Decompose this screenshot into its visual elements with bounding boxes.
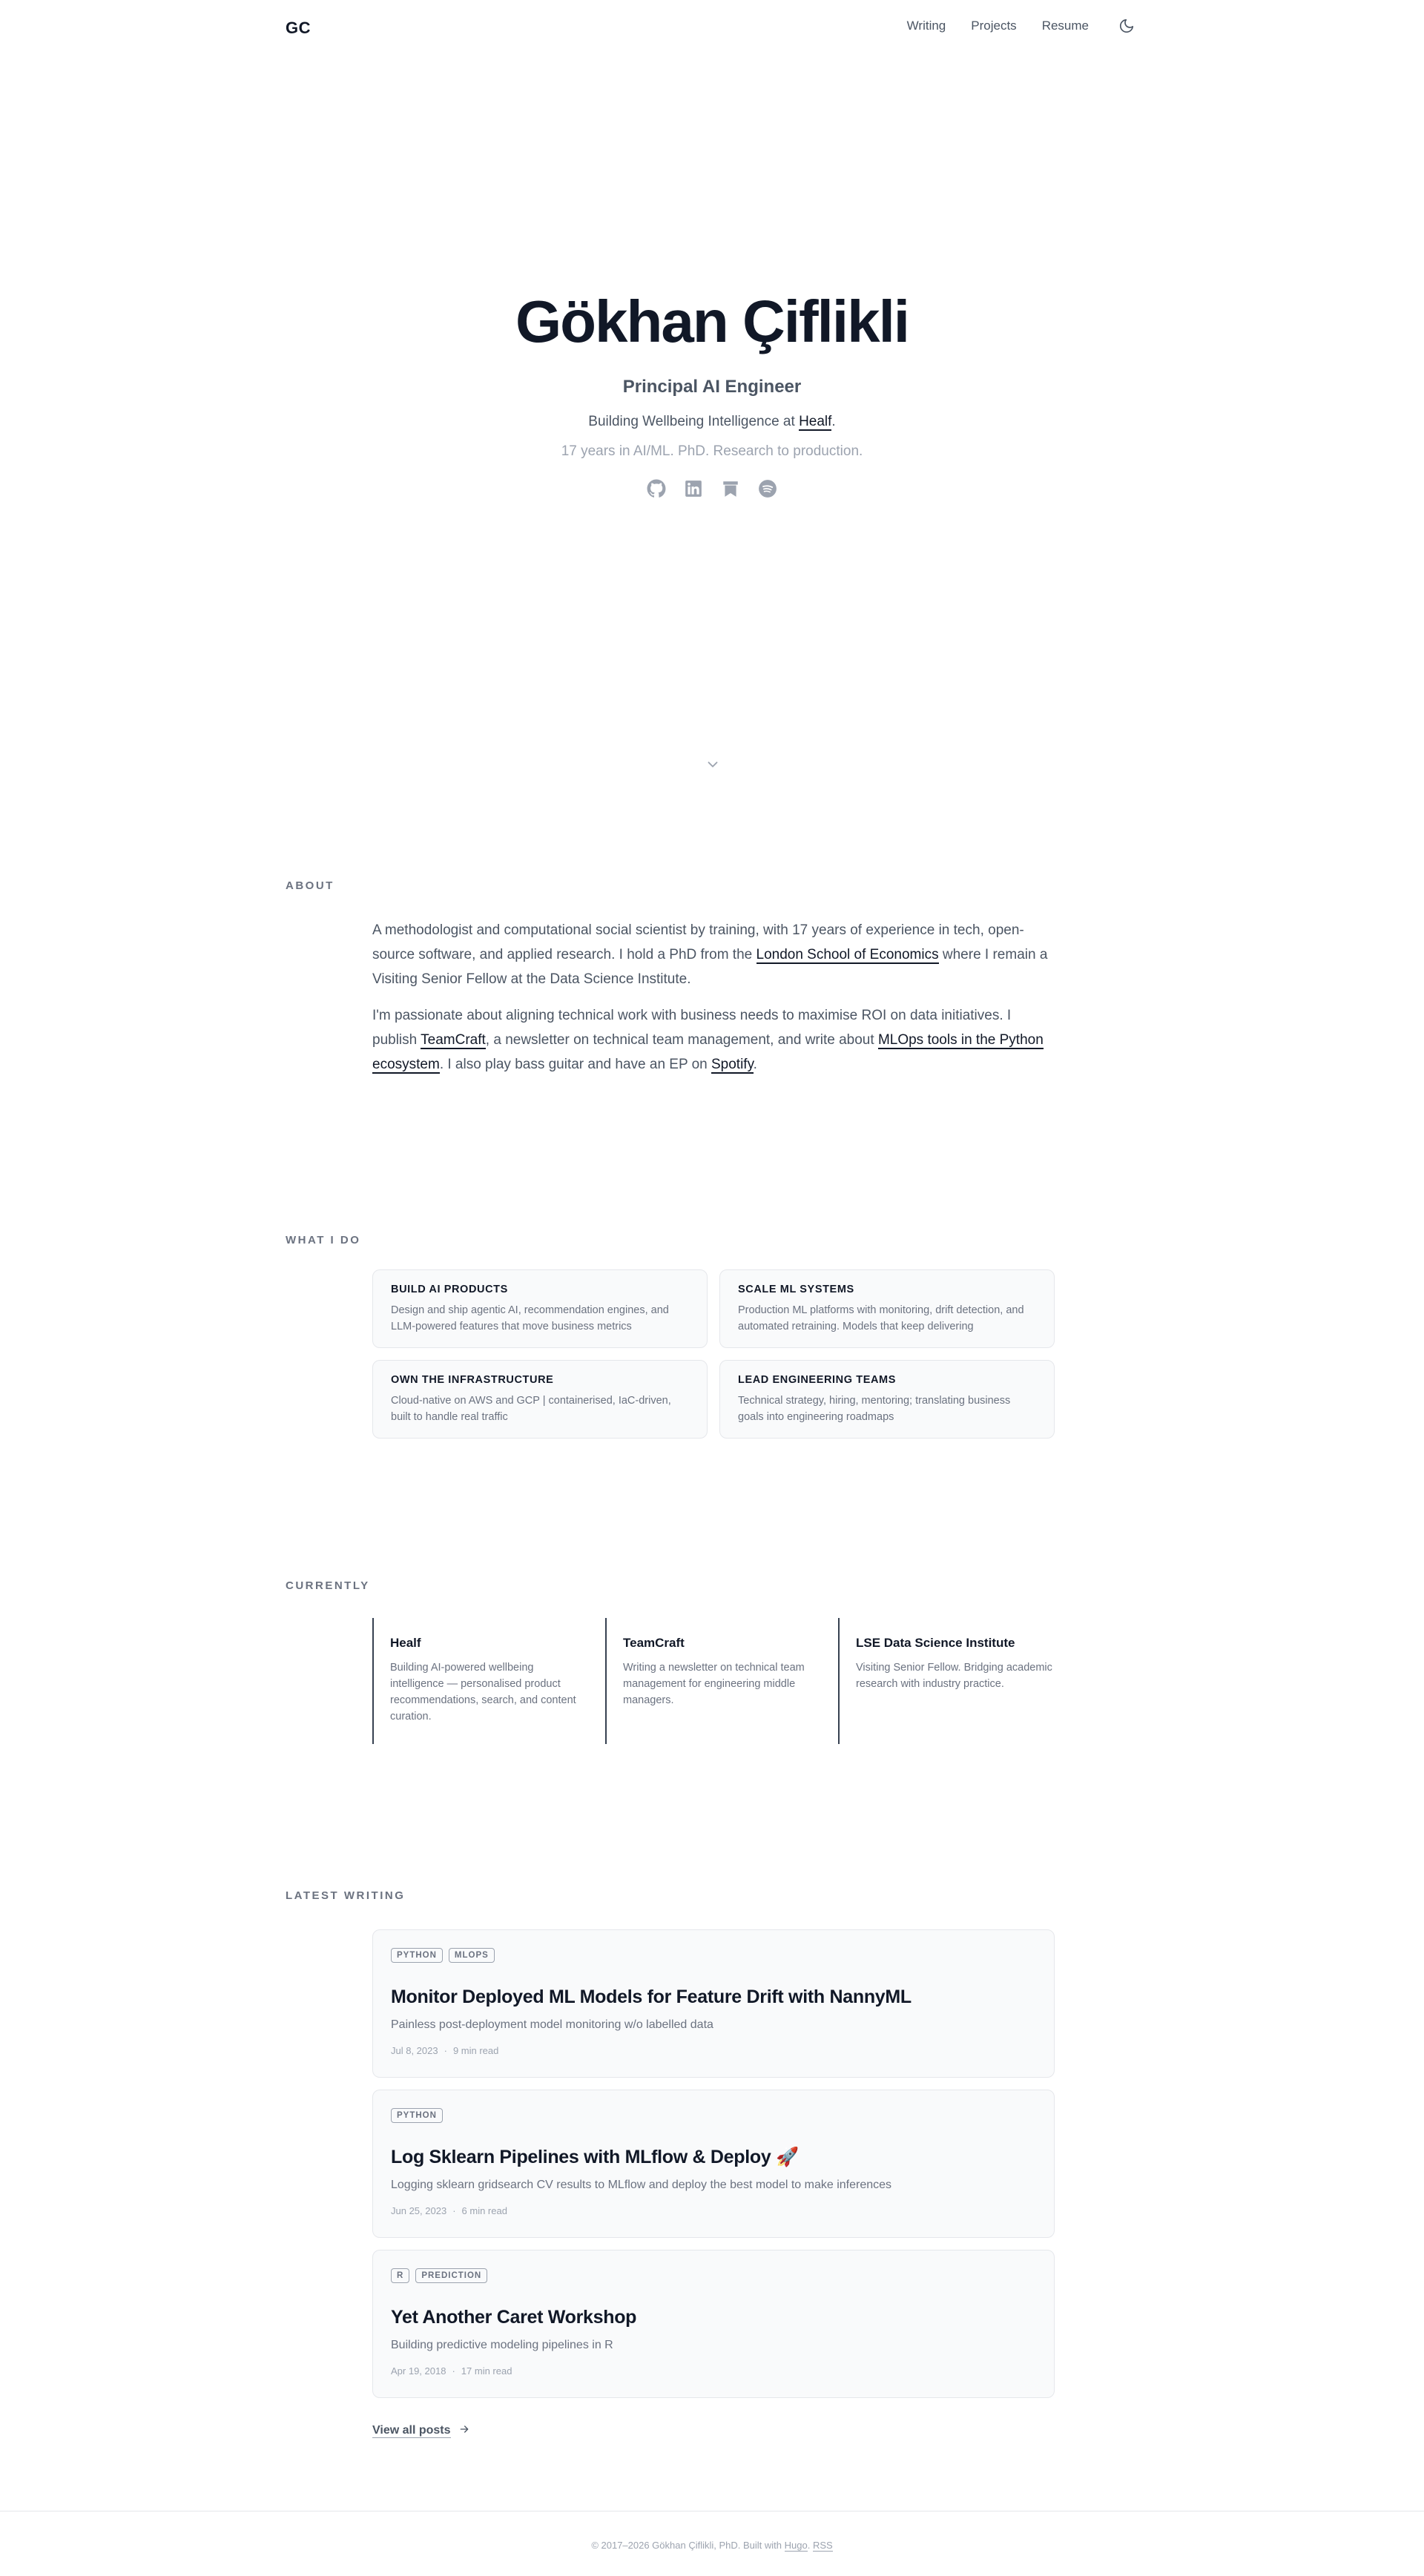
about-text: . (753, 1057, 757, 1072)
rss-link[interactable]: RSS (812, 2540, 833, 2551)
meta-separator: · (452, 2205, 456, 2216)
post-subtitle: Building predictive modeling pipelines in R (391, 2339, 613, 2351)
main-nav (907, 18, 1135, 34)
mlops-link[interactable]: MLOps tools in the Python ecosystem (372, 1032, 1044, 1072)
hero (0, 289, 1424, 498)
nav-resume[interactable]: Resume (1041, 19, 1089, 33)
linkedin-icon[interactable] (684, 479, 703, 498)
tag-chip[interactable]: PYTHON (391, 1948, 443, 1963)
site-logo[interactable]: GC (286, 19, 311, 37)
role-title: TeamCraft (623, 1636, 685, 1650)
skill-text: Technical strategy, hiring, mentoring; translating business goals into engineering roadmaps (738, 1395, 1011, 1423)
post-card[interactable] (372, 2090, 1055, 2238)
about-text: A methodologist and computational social scientist by training, with 17 years of experience in tech, open-source software, and applied research. I hold a PhD from the (372, 922, 1024, 962)
current-role (605, 1618, 838, 1744)
role-text: Building AI-powered wellbeing intelligence — personalised product recommendations, search, and content curation. (390, 1662, 576, 1723)
tag-chip[interactable]: PYTHON (391, 2108, 443, 2123)
nav-writing[interactable]: Writing (906, 19, 946, 33)
lse-link[interactable]: London School of Economics (756, 947, 939, 962)
footer-separator: . (807, 2540, 813, 2551)
post-title[interactable]: Monitor Deployed ML Models for Feature Drift with NannyML (391, 1987, 912, 2007)
site-footer (0, 2511, 1424, 2576)
github-icon[interactable] (647, 479, 666, 498)
post-date: Apr 19, 2018 (391, 2365, 446, 2377)
writing-heading: LATEST WRITING (286, 1889, 406, 1902)
skill-title: LEAD ENGINEERING TEAMS (738, 1374, 896, 1386)
post-date: Jun 25, 2023 (391, 2205, 447, 2216)
skill-card (719, 1269, 1055, 1348)
what-heading: WHAT I DO (286, 1234, 361, 1246)
about-paragraph-2 (372, 1003, 1055, 1077)
post-subtitle: Painless post-deployment model monitoring w/o labelled data (391, 2018, 713, 2031)
hugo-link[interactable]: Hugo (784, 2540, 808, 2551)
skill-card (372, 1360, 708, 1439)
tagline-end: . (831, 414, 836, 429)
current-role (372, 1618, 605, 1744)
hero-name: Gökhan Çiflikli (515, 288, 909, 354)
view-all-label: View all posts (372, 2424, 451, 2437)
role-text: Visiting Senior Fellow. Bridging academic research with industry practice. (856, 1662, 1052, 1690)
spotify-icon[interactable] (758, 479, 777, 498)
skill-card (372, 1269, 708, 1348)
spotify-link[interactable]: Spotify (711, 1057, 754, 1072)
about-text: . I also play bass guitar and have an EP on (439, 1057, 711, 1072)
about-text: where I remain a Visiting Senior Fellow at the Data Science Institute. (372, 947, 1048, 987)
current-role (838, 1618, 1071, 1744)
teamcraft-link[interactable]: TeamCraft (421, 1032, 486, 1048)
tag-chip[interactable]: MLOPS (449, 1948, 495, 1963)
copyright-text: © 2017–2026 Gökhan Çiflikli, PhD. Built with (591, 2540, 785, 2551)
chevron-down-icon[interactable] (705, 756, 721, 773)
post-card[interactable] (372, 1929, 1055, 2078)
post-title[interactable]: Log Sklearn Pipelines with MLflow & Deploy 🚀 (391, 2147, 799, 2167)
currently-section (372, 1618, 1055, 1744)
post-read-time: 6 min read (461, 2205, 507, 2216)
about-text: I'm passionate about aligning technical work with business needs to maximise ROI on data initiatives. I publish (372, 1008, 1012, 1048)
post-title[interactable]: Yet Another Caret Workshop (391, 2307, 637, 2328)
post-meta (391, 2365, 1036, 2377)
post-read-time: 17 min read (461, 2365, 512, 2377)
what-section (372, 1269, 1055, 1439)
arrow-right-icon (458, 2423, 470, 2439)
skill-text: Cloud-native on AWS and GCP | containerised, IaC-driven, built to handle real traffic (391, 1395, 671, 1423)
social-links (0, 479, 1424, 498)
tag-chip[interactable]: PREDICTION (415, 2268, 487, 2283)
skill-text: Production ML platforms with monitoring, drift detection, and automated retraining. Models that keep delivering (738, 1304, 1024, 1332)
hero-tagline (0, 414, 1424, 430)
post-subtitle: Logging sklearn gridsearch CV results to MLflow and deploy the best model to make inferences (391, 2179, 892, 2191)
tagline-text: Building Wellbeing Intelligence at (588, 414, 800, 429)
currently-heading: CURRENTLY (286, 1579, 370, 1592)
nav-projects[interactable]: Projects (971, 19, 1017, 33)
role-title: Healf (390, 1636, 421, 1650)
post-tags (391, 2108, 1036, 2123)
about-section (372, 918, 1055, 1089)
currently-list (372, 1618, 1055, 1744)
skill-title: BUILD AI PRODUCTS (391, 1284, 508, 1295)
post-date: Jul 8, 2023 (391, 2045, 438, 2056)
post-read-time: 9 min read (452, 2045, 499, 2056)
about-heading: ABOUT (286, 879, 334, 892)
skill-title: SCALE ML SYSTEMS (738, 1284, 854, 1295)
role-title: LSE Data Science Institute (856, 1636, 1015, 1650)
skill-text: Design and ship agentic AI, recommendation engines, and LLM-powered features that move business metrics (391, 1304, 669, 1332)
hero-summary: 17 years in AI/ML. PhD. Research to production. (561, 443, 863, 459)
about-text: , a newsletter on technical team management, and write about (485, 1032, 878, 1048)
post-tags (391, 2268, 1036, 2283)
meta-separator: · (452, 2365, 455, 2377)
writing-section (372, 1929, 1055, 2410)
view-all-posts-link[interactable] (372, 2423, 470, 2439)
moon-icon[interactable] (1118, 18, 1135, 34)
skill-title: OWN THE INFRASTRUCTURE (391, 1374, 554, 1386)
role-text: Writing a newsletter on technical team management for engineering middle managers. (623, 1662, 805, 1706)
post-meta (391, 2045, 1036, 2056)
site-header (0, 0, 1424, 52)
skill-card (719, 1360, 1055, 1439)
post-meta (391, 2205, 1036, 2216)
post-tags (391, 1948, 1036, 1963)
post-card[interactable] (372, 2250, 1055, 2398)
hero-role: Principal AI Engineer (622, 377, 802, 397)
skills-grid (372, 1269, 1055, 1439)
healf-link[interactable]: Healf (799, 414, 832, 429)
about-paragraph-1 (372, 918, 1055, 991)
tag-chip[interactable]: R (391, 2268, 409, 2283)
meta-separator: · (444, 2045, 447, 2056)
bookmark-icon[interactable] (721, 479, 740, 498)
